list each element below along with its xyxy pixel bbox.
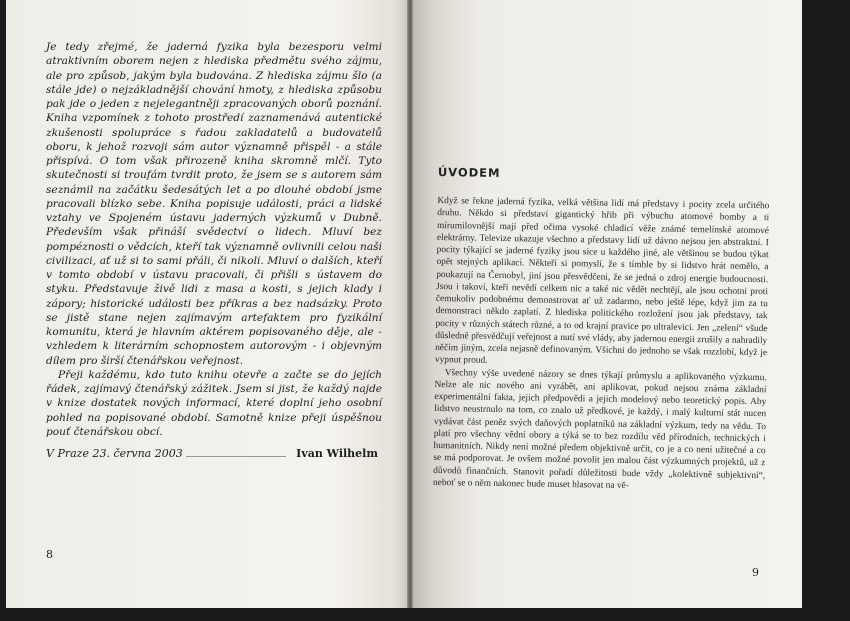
book-gutter: [407, 0, 413, 608]
introduction-text: [433, 195, 770, 494]
chapter-title: ÚVODEM: [437, 165, 501, 180]
foreword-paragraph: Přeji každému, kdo tuto knihu otevře a začte se do jejích řádek, zajímavý čtenářský zážitek. Jsem si jist, že každý najde v knize dostatek nových informací, které doplní jeho osobní pohled na popisované období. Samotně knize přeji úspěšnou pouť čtenářskou obcí.: [46, 368, 382, 438]
page-number-left: 8: [46, 548, 53, 561]
foreword-text: [46, 40, 382, 439]
signature-name: Ivan Wilhelm: [296, 447, 378, 460]
introduction-paragraph: Všechny výše uvedené názory se dnes týkají průmyslu a aplikovaného výzkumu. Nelze ale nic nového ani vyrábět, ani aplikovat, pokud nejsou známa základní experimentální fakta, jejich předpovědi a jejich modelový nebo teoretický popis. Aby lidstvo neustrnulo na tom, co znalo už předkové, je každý, i malý kulturní stát nucen vydávat část peněz svých daňových poplatníků na základní výzkum, tedy na vědu. To platí pro všechny vědní obory a týká se to bez rozdílu věd přírodních, technických i humanitních. Nikdy není možné předem objektivně určit, co je a co není užitečné a co se má podporovat. Je ovšem možné povolit jen malou část výzkumných projektů, už z důvodů finančních. Stanovit pořadí důležitosti bude vždy „kolektivně subjektivní“, neboť se o něm nakonec bude muset hlasovat na vě-: [432, 367, 767, 491]
introduction-paragraph: Když se řekne jaderná fyzika, velká většina lidí má představy i pocity zcela určitého druhu. Někdo si představí gigantický hřib při výbuchu atomové bomby a ti mírumilovnější mají před očima vysoké chladicí věže známé temelínské atomové elektrárny. Televize ukazuje všechno a představy lidí už dávno nejsou jen abstraktní. I pocity týkající se jaderné fyziky jsou sice u každého jiné, ale většinou se budou týkat opět stejných aplikací. Někteří si pomyslí, že s tímhle by si lidstvo hrát nemělo, a poukazují na Černobyl, jiní jsou přesvědčeni, že se jedná o zdroj energie budoucnosti. Jsou i takoví, kteří nevědí celkem nic a také nic vědět nechtějí, ale jsou ochotni proti čemukoliv podobnému demonstrovat ať už zadarmo, nebo ještě lépe, když jim za tu demonstraci někdo zaplatí. Z hlediska politického rozložení jsou jak představy, tak pocity v různých státech různé, a to od krajní pravice po ultralevici. Jen „zelení“ všude důsledně přesvědčují veřejnost a nutí své vlády, aby jadernou energii zrušily a nahradily něčím jiným, zcela nejasně definovaným. Všichni do jednoho se však rozzlobí, když je vypnut proud.: [434, 195, 770, 367]
introduction-block: [433, 165, 770, 494]
signature-rule: [186, 456, 286, 457]
page-number-right: 9: [752, 566, 759, 579]
signature-date: V Praze 23. června 2003: [46, 447, 183, 460]
foreword-paragraph: Je tedy zřejmé, že jaderná fyzika byla bezesporu velmi atraktivním oborem nejen z hlediska předmětu svého zájmu, ale pro způsob, jakým byla budována. Z hlediska zájmu šlo (a stále jde) o nejzákladnější chování hmoty, z hlediska způsobu pak jde o jeden z nejelegantněji zpracovaných oborů poznání. Kniha vzpomínek z tohoto prostředí zaznamenává autentické zkušenosti spolupráce s řadou zakladatelů a budovatelů oboru, k jehož rozvoji sám autor významně přispěl - a stále přispívá. O tom však přirozeně kniha skromně mlčí. Tyto skutečnosti si troufám tvrdit proto, že jsem se s autorem sám seznámil na začátku šedesátých let a po dlouhé období jsme pracovali blízko sebe. Kniha popisuje události, práci a lidské vztahy ve Spojeném ústavu jaderných výzkumů v Dubně. Především však přináší svědectví o lidech. Mluví bez pompéznosti o vědcích, kteří tak významně ovlivnili celou naši civilizaci, ať už si to sami přáli, či nikoli. Mluví o dalších, kteří v tomto období v ústavu pracovali, či přišli s ústavem do styku. Představuje živě lidi z masa a kosti, s jejich klady i zápory; historické události bez příkras a bez nadsázky. Proto se jistě stane nejen zajímavým artefaktem pro fyzikální komunitu, která je hlavním aktérem popisovaného děje, ale - vzhledem k literárním schopnostem autorovým - i objevným dílem pro širší čtenářskou veřejnost.: [46, 41, 382, 367]
signature-line: [46, 447, 380, 460]
